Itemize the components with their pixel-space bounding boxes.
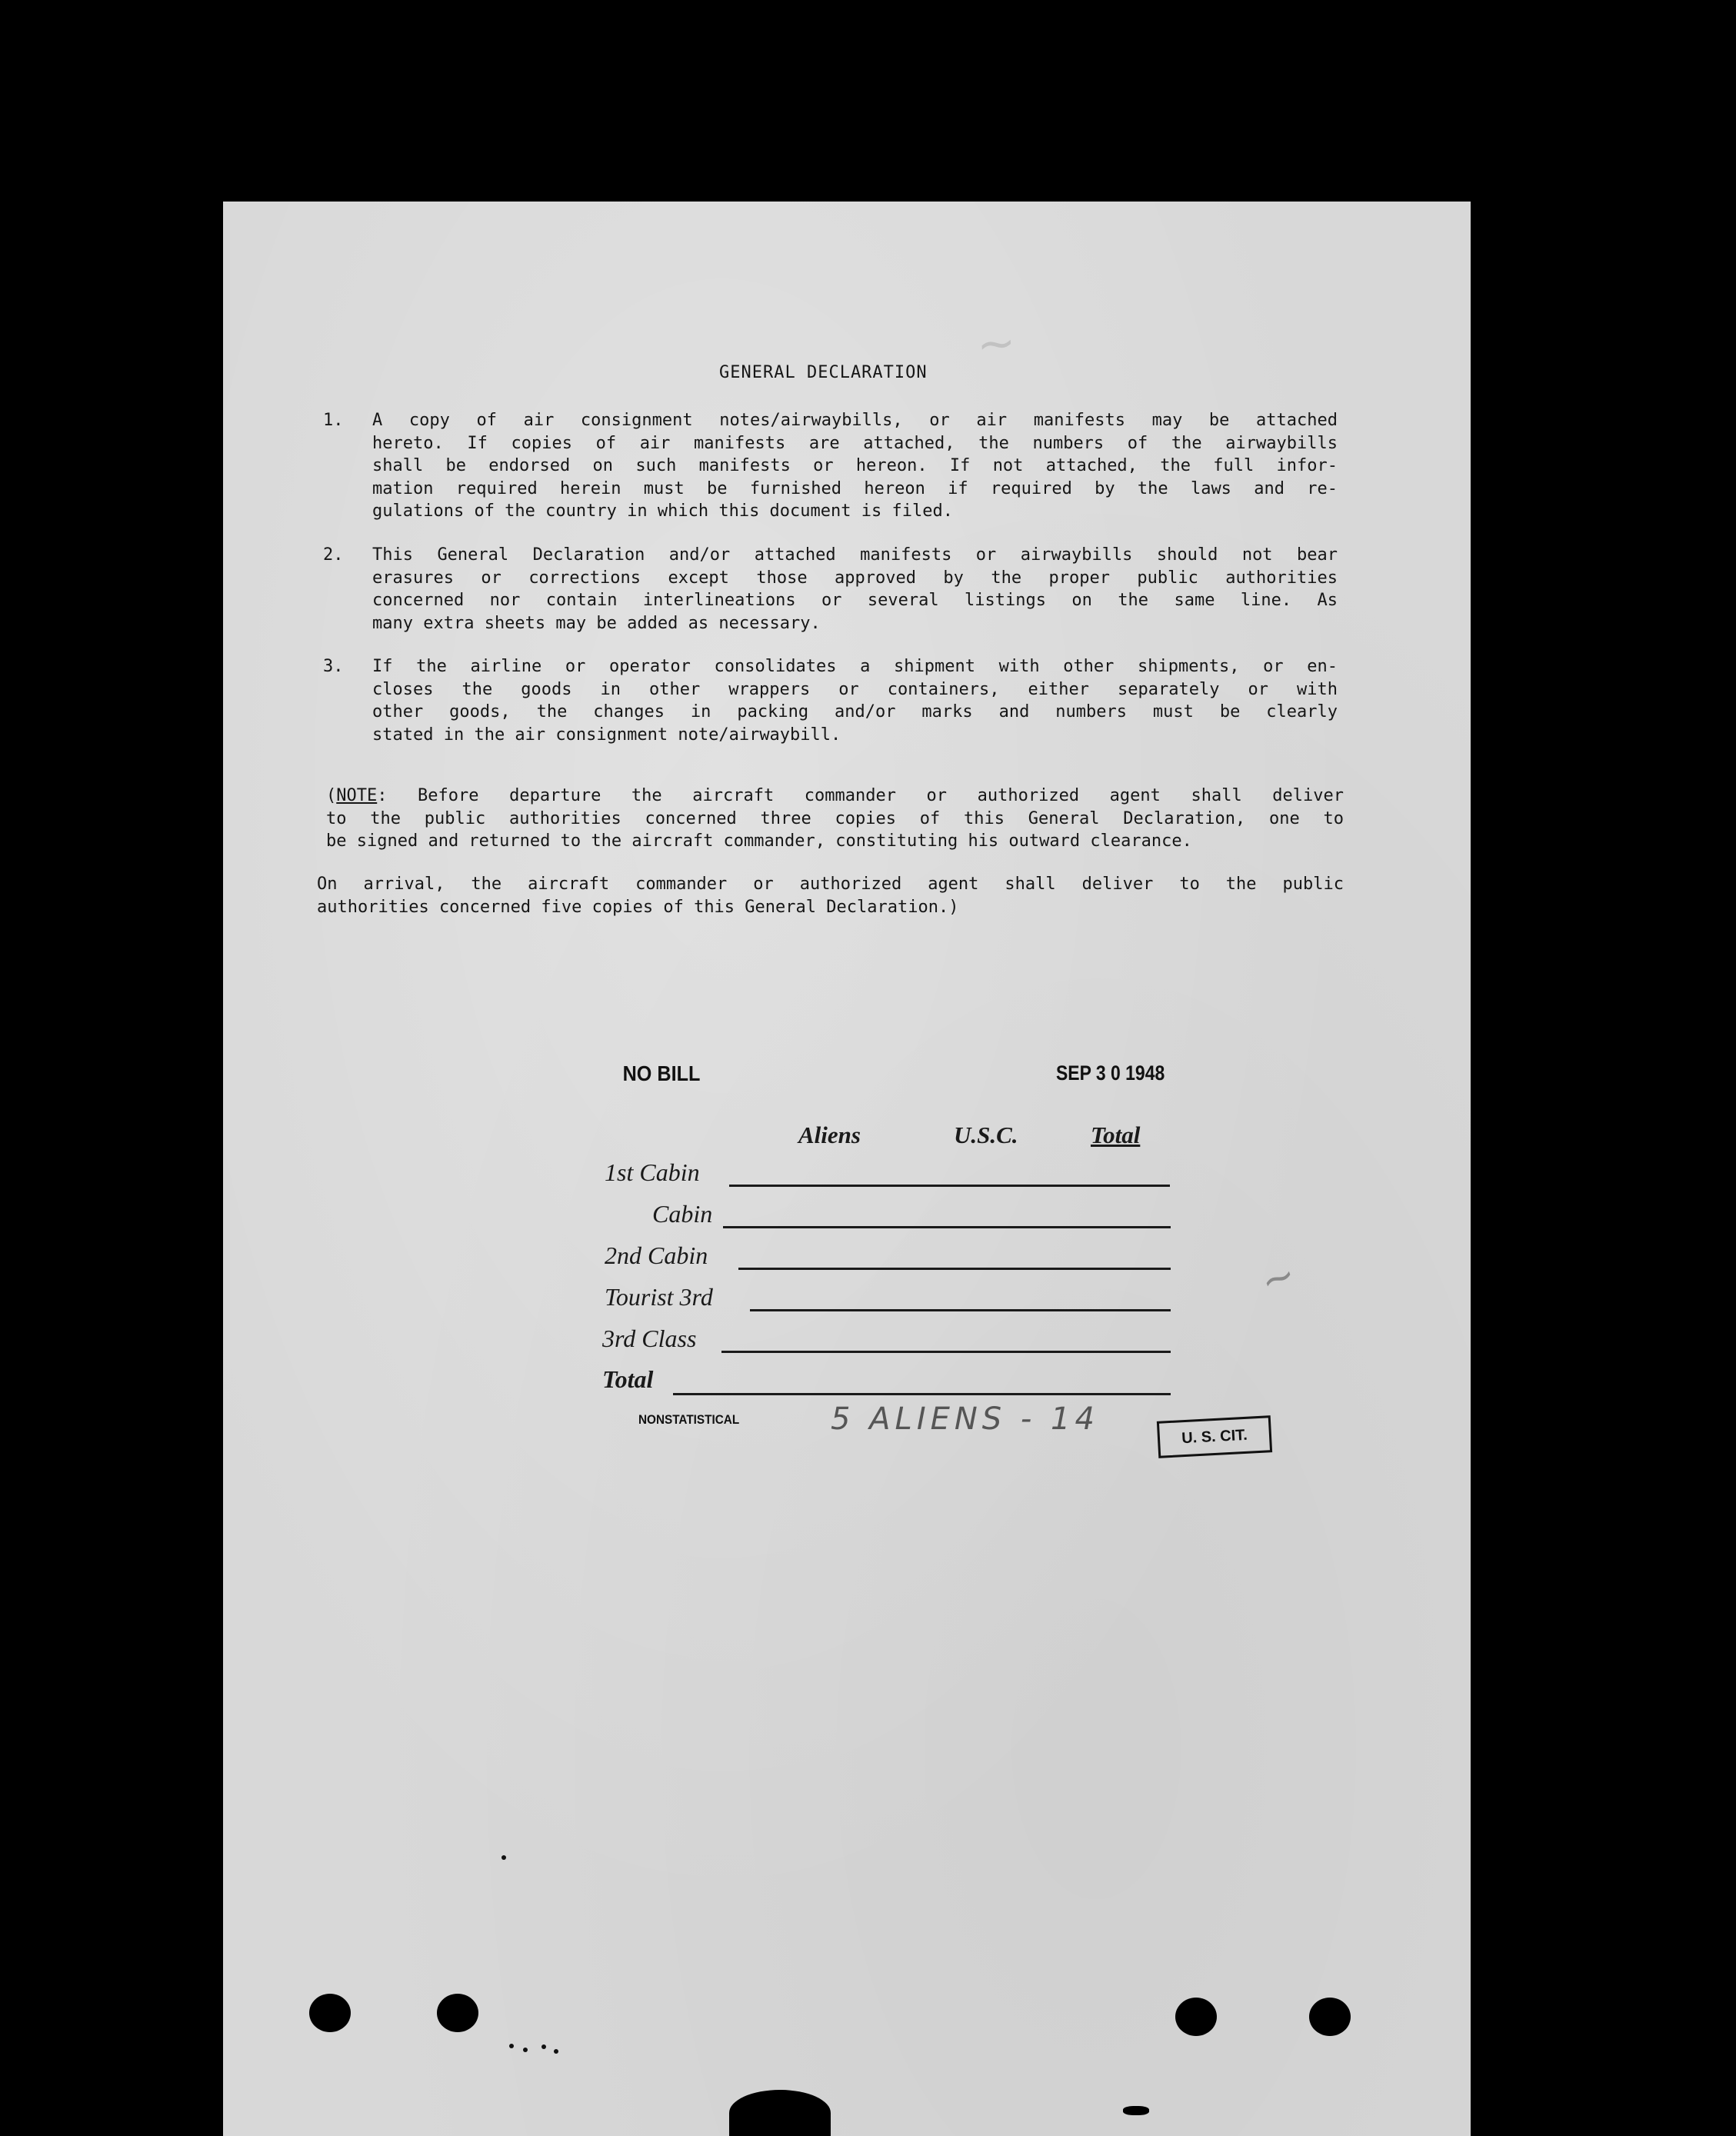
note-paragraph (326, 785, 1344, 853)
item-number: 2. (323, 545, 344, 565)
speck (509, 2044, 514, 2048)
item-line: A copy of air consignment notes/airwaybills, or air manifests may be attached (372, 411, 1338, 430)
speck (541, 2044, 546, 2049)
item-line: concerned nor contain interlineations or several listings on the same line. As (372, 591, 1338, 610)
note-label: NOTE (336, 786, 378, 805)
item-number: 1. (323, 411, 344, 430)
item-line: mation required herein must be furnished hereon if required by the laws and re- (372, 478, 1338, 498)
note-first-line: (NOTE: Before departure the aircraft commander or authorized agent shall deliver (326, 786, 1344, 805)
arrival-line: On arrival, the aircraft commander or authorized agent shall deliver to the public (317, 875, 1344, 894)
row-label-tourist-3rd: Tourist 3rd (605, 1283, 713, 1311)
faint-handwriting-mark: ~ (1255, 1251, 1302, 1306)
row-rule (721, 1351, 1171, 1353)
punch-hole (309, 1994, 351, 2032)
speck (523, 2048, 528, 2052)
row-label-2nd-cabin: 2nd Cabin (605, 1241, 708, 1269)
handwritten-entry: 5 ALIENS - 14 (831, 1401, 1099, 1437)
speck (501, 1855, 506, 1860)
item-line: gulations of the country in which this document is filed. (372, 502, 953, 521)
row-rule (738, 1268, 1171, 1270)
row-label-1st-cabin: 1st Cabin (605, 1158, 700, 1186)
row-label-total: Total (602, 1365, 654, 1393)
item-line: closes the goods in other wrappers or containers, either separately or with (372, 679, 1338, 699)
document-title: GENERAL DECLARATION (719, 363, 928, 382)
item-line: If the airline or operator consolidates a shipment with other shipments, or en- (372, 657, 1338, 676)
note-line: to the public authorities concerned three copies of this General Declaration, one to (326, 808, 1344, 828)
item-line: hereto. If copies of air manifests are attached, the numbers of the airwaybills (372, 433, 1338, 453)
item-line: other goods, the changes in packing and/or marks and numbers must be clearly (372, 702, 1338, 721)
item-line: This General Declaration and/or attached manifests or airwaybills should not bear (372, 545, 1338, 565)
us-citizen-stamp: U. S. CIT. (1157, 1415, 1272, 1458)
row-rule (723, 1226, 1171, 1228)
item-line: stated in the air consignment note/airwaybill. (372, 725, 841, 745)
paper-sheet (223, 202, 1471, 2136)
item-text (372, 655, 1338, 746)
row-label-3rd-class: 3rd Class (602, 1325, 697, 1352)
arrival-line: authorities concerned five copies of this General Declaration.) (317, 897, 959, 917)
bottom-tear (729, 2090, 831, 2136)
row-label-cabin: Cabin (652, 1200, 713, 1228)
arrival-paragraph (317, 873, 1344, 918)
row-rule (729, 1185, 1170, 1187)
item-text (372, 409, 1338, 523)
faint-handwriting-mark: ~ (975, 315, 1018, 372)
column-header-aliens: Aliens (798, 1121, 861, 1148)
item-line: many extra sheets may be added as necessary. (372, 613, 821, 633)
punch-hole (1175, 1998, 1217, 2036)
speck (554, 2049, 558, 2054)
item-line: shall be endorsed on such manifests or hereon. If not attached, the full infor- (372, 456, 1338, 475)
item-text (372, 544, 1338, 635)
punch-hole (1309, 1998, 1351, 2036)
row-rule (750, 1309, 1171, 1311)
column-header-usc: U.S.C. (954, 1121, 1018, 1148)
row-rule (673, 1393, 1171, 1395)
punch-hole (437, 1994, 478, 2032)
date-stamp: SEP 3 0 1948 (1056, 1061, 1165, 1085)
bottom-tear (1123, 2106, 1149, 2115)
item-number: 3. (323, 657, 344, 676)
item-line: erasures or corrections except those approved by the proper public authorities (372, 568, 1338, 588)
no-bill-stamp: NO BILL (622, 1061, 701, 1085)
column-header-total: Total (1091, 1121, 1141, 1148)
note-line: be signed and returned to the aircraft commander, constituting his outward clearance. (326, 831, 1192, 851)
nonstatistical-label: NONSTATISTICAL (638, 1412, 740, 1427)
